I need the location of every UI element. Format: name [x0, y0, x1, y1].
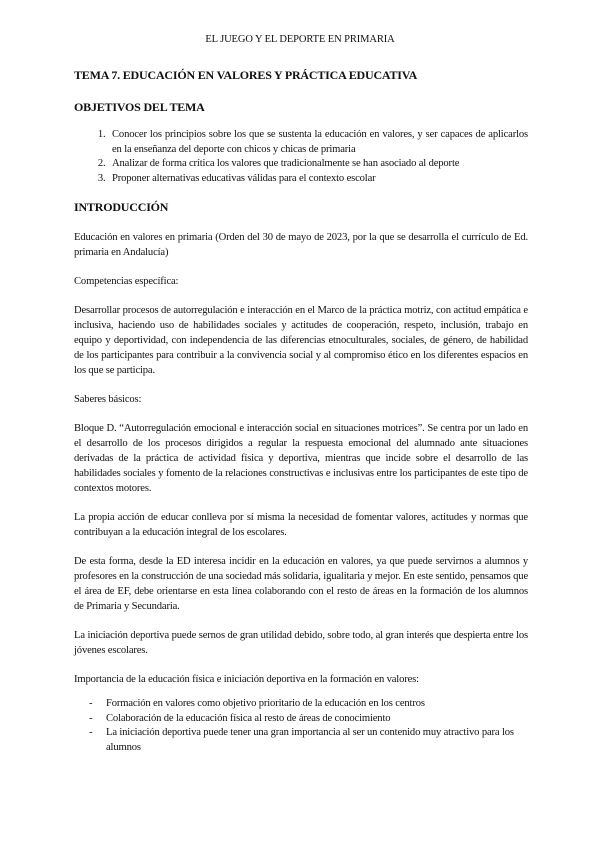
importance-item: - Formación en valores como objetivo prioritario de la educación en los centros	[106, 697, 528, 712]
intro-heading: INTRODUCCIÓN	[74, 200, 169, 214]
paragraph-block-d: Bloque D. “Autorregulación emocional e interacción social en situaciones motrices”. Se centra por un lado en el desarrollo de los procesos dirigidos a regular la respuesta emocional del alumnado ante situaciones derivadas de la práctica de actividad física y deportiva, mientras que incide sobre el desarrollo de las habilidades sociales y fomento de la relaciones constructivas e inclusivas entre los participantes de este tipo de contextos motores.	[74, 423, 528, 494]
paragraph-importance-label: Importancia de la educación física e iniciación deportiva en la formación en valores:	[74, 674, 419, 685]
paragraph-competencies-label: Competencias específica:	[74, 276, 179, 287]
importance-item: - Colaboración de la educación física al resto de áreas de conocimiento	[106, 712, 528, 727]
paragraph-educating-values: La propia acción de educar conlleva por sí misma la necesidad de fomentar valores, actitudes y normas que contribuyan a la educación integral de los escolares.	[74, 512, 528, 538]
document-title: TEMA 7. EDUCACIÓN EN VALORES Y PRÁCTICA EDUCATIVA	[74, 68, 418, 82]
objectives-heading: OBJETIVOS DEL TEMA	[74, 100, 205, 114]
paragraph-basic-knowledge-label: Saberes básicos:	[74, 394, 142, 405]
page-content	[74, 68, 528, 755]
importance-item: - La iniciación deportiva puede tener una gran importancia al ser un contenido muy atractivo para los alumnos	[106, 726, 528, 755]
paragraph-competency-text: Desarrollar procesos de autorregulación e interacción en el Marco de la práctica motriz, con actitud empática e inclusiva, haciendo uso de habilidades sociales y actitudes de cooperación, respeto, inclusión, trabajo en equipo y deportividad, con independencia de las diferencias etnoculturales, sociales, de género, de habilidad de los participantes para contribuir a la convivencia social y al compromiso ético en los diferentes espacios en los que se participa.	[74, 305, 528, 376]
objective-item: 2. Analizar de forma crítica los valores que tradicionalmente se han asociado al deporte	[108, 157, 528, 172]
paragraph-legal-reference: Educación en valores en primaria (Orden del 30 de mayo de 2023, por la que se desarrolla el currículo de Ed. primaria en Andalucía)	[74, 232, 528, 258]
objective-item: 3. Proponer alternativas educativas válidas para el contexto escolar	[108, 172, 528, 187]
objectives-list	[74, 128, 528, 186]
running-header: EL JUEGO Y EL DEPORTE EN PRIMARIA	[205, 34, 395, 45]
paragraph-sports-initiation: La iniciación deportiva puede sernos de gran utilidad debido, sobre todo, al gran interés que despierta entre los jóvenes escolares.	[74, 630, 528, 656]
objective-item: 1. Conocer los principios sobre los que se sustenta la educación en valores, y ser capaces de aplicarlos en la enseñanza del deporte con chicos y chicas de primaria	[108, 128, 528, 157]
importance-list	[74, 697, 528, 755]
paragraph-ef-area: De esta forma, desde la ED interesa incidir en la educación en valores, ya que puede servirnos a alumnos y profesores en la construcción de una sociedad más solidaria, igualitaria y mejor. En este sentido, pensamos que el área de EF, debe orientarse en esta línea colaborando con el resto de áreas en la formación de los alumnos de Primaria y Secundaria.	[74, 556, 528, 612]
